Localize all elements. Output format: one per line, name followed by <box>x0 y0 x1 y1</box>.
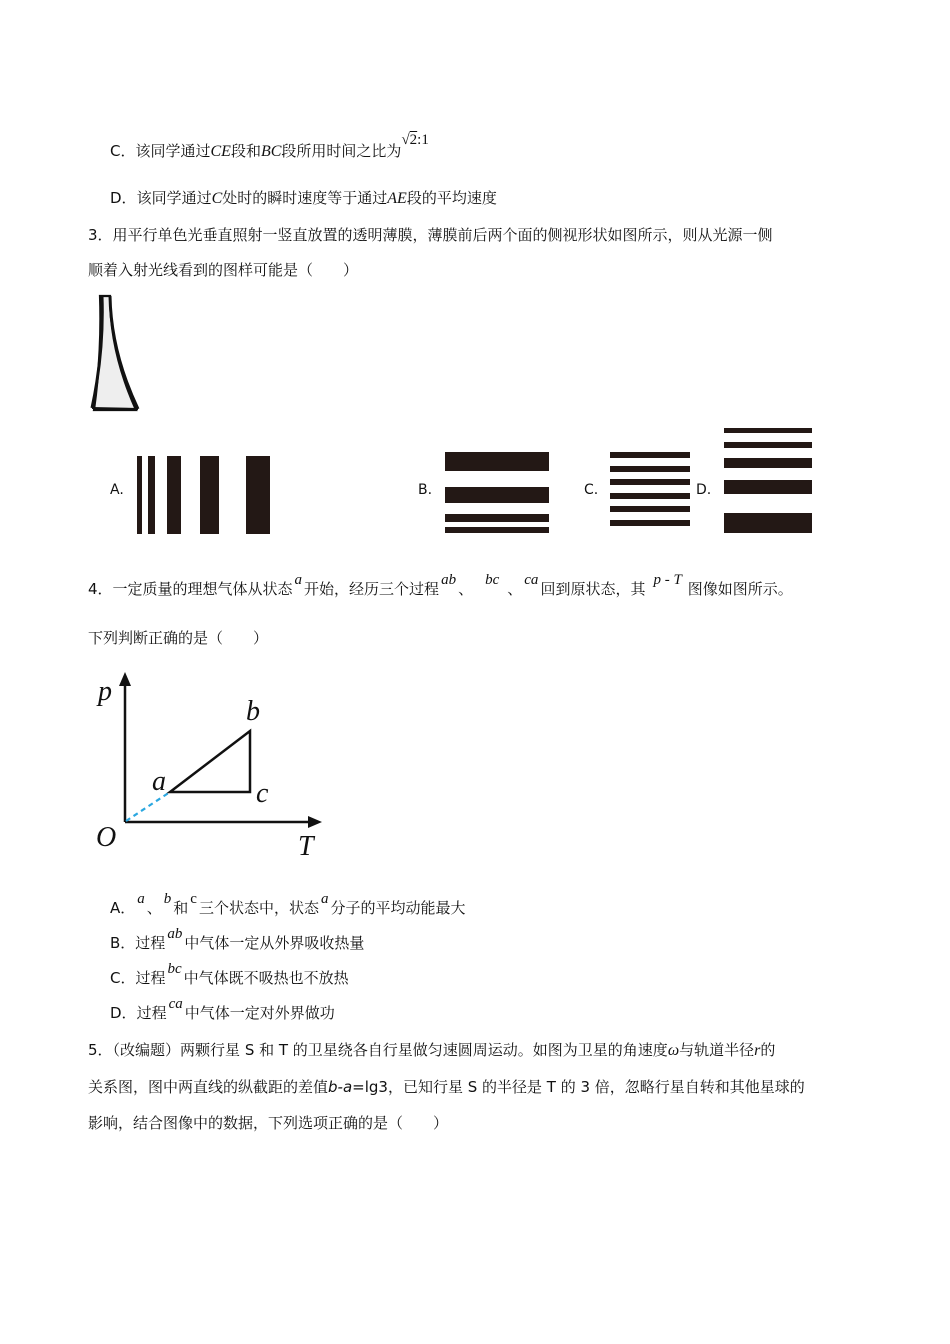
q5-stem-line1: 5．（改编题）两颗行星 S 和 T 的卫星绕各自行星做匀速圆周运动。如图为卫星的角速度ω与轨道半径r的 <box>88 1041 776 1059</box>
q4-pt-graph <box>90 670 330 860</box>
p-axis-label: p <box>98 676 112 707</box>
origin-label: O <box>96 822 117 853</box>
q4-option-a: A． a 、 b 和 c 三个状态中，状态 a 分子的平均动能最大 <box>110 891 466 917</box>
point-a-label: a <box>152 766 166 797</box>
q3-choice-b-label: B. <box>418 482 433 498</box>
t-axis-label: T <box>298 831 314 862</box>
q4-option-b: B．过程 ab 中气体一定从外界吸收热量 <box>110 926 365 952</box>
sqrt-ratio: √2:1 <box>401 132 429 148</box>
q3-stem-line2: 顺着入射光线看到的图样可能是（ ） <box>88 261 359 279</box>
q4-stem-line1: 4．一定质量的理想气体从状态 a 开始，经历三个过程 ab 、 bc 、 ca 回到原状态，其 p - T 图像如图所示。 <box>88 572 793 598</box>
q4-option-d: D．过程 ca 中气体一定对外界做功 <box>110 996 335 1022</box>
q3-choice-a-label: A. <box>110 482 124 498</box>
point-b-label: b <box>246 696 260 727</box>
q3-choice-a-pattern <box>137 456 272 534</box>
q3-choice-c-pattern <box>610 452 692 534</box>
q3-choice-d-pattern <box>724 428 814 536</box>
q2-option-c: C．该同学通过CE段和BC段所用时间之比为√2:1 <box>110 132 429 160</box>
q3-choice-d-label: D. <box>696 482 712 498</box>
cycle-triangle <box>170 731 250 792</box>
q4-option-c: C．过程 bc 中气体既不吸热也不放热 <box>110 961 349 987</box>
point-c-label: c <box>256 778 269 809</box>
t-axis-arrow <box>308 816 322 828</box>
q4-stem-line2: 下列判断正确的是（ ） <box>88 629 269 647</box>
q2-option-d: D．该同学通过C处时的瞬时速度等于通过AE段的平均速度 <box>110 189 497 207</box>
q3-choice-c-label: C. <box>584 482 599 498</box>
q3-choice-b-pattern <box>445 452 550 534</box>
q3-stem-line1: 3．用平行单色光垂直照射一竖直放置的透明薄膜，薄膜前后两个面的侧视形状如图所示，则从光源一侧 <box>88 226 773 244</box>
p-axis-arrow <box>119 672 131 686</box>
q5-stem-line3: 影响，结合图像中的数据，下列选项正确的是（ ） <box>88 1114 449 1132</box>
thin-film-side-view <box>88 292 143 417</box>
q5-stem-line2: 关系图，图中两直线的纵截距的差值b-a=lg3，已知行星 S 的半径是 T 的 3 倍，忽略行星自转和其他星球的 <box>88 1078 805 1096</box>
